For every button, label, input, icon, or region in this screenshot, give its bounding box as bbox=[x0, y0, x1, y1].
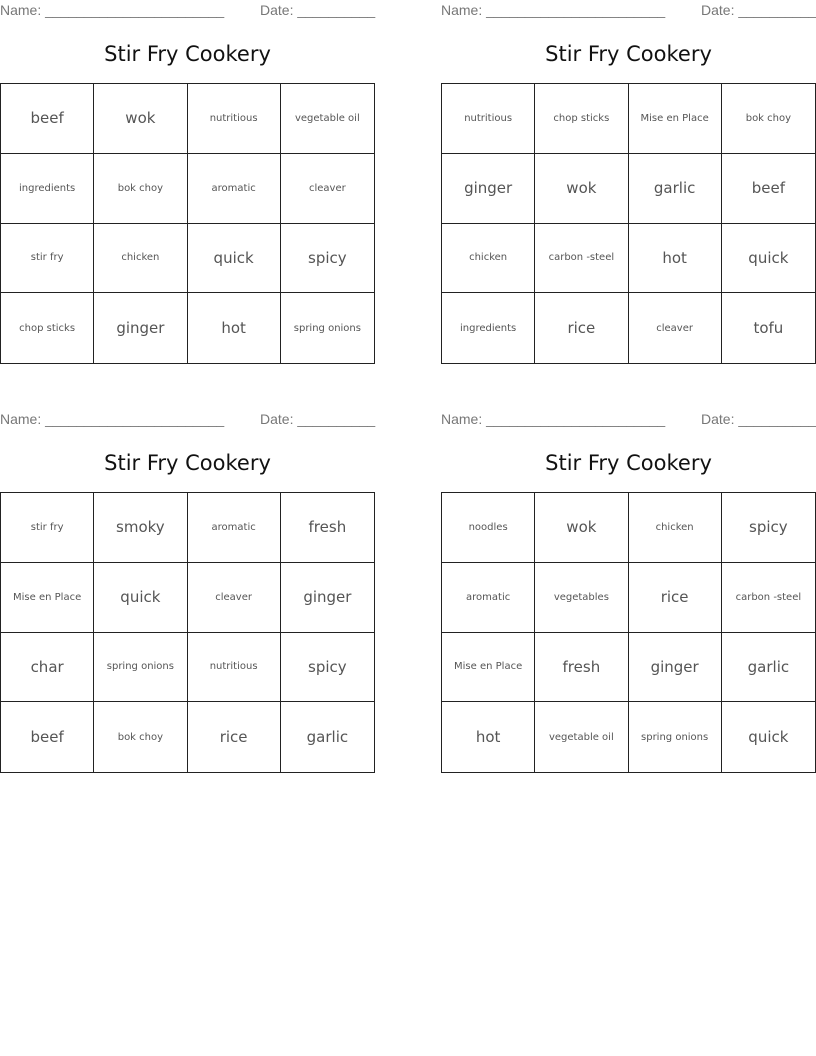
grid-cell: stir fry bbox=[1, 493, 94, 563]
grid-cell: chop sticks bbox=[535, 84, 628, 154]
grid-cell: wok bbox=[535, 154, 628, 224]
grid-cell: garlic bbox=[629, 154, 722, 224]
grid-cell: ginger bbox=[94, 293, 187, 363]
grid-cell: nutritious bbox=[188, 84, 281, 154]
grid-cell: wok bbox=[94, 84, 187, 154]
bingo-grid bbox=[0, 492, 375, 773]
grid-cell: bok choy bbox=[722, 84, 815, 154]
grid-cell: aromatic bbox=[442, 563, 535, 633]
grid-cell: rice bbox=[188, 702, 281, 772]
grid-cell: hot bbox=[629, 224, 722, 294]
grid-cell: spicy bbox=[722, 493, 815, 563]
bingo-grid bbox=[0, 83, 375, 364]
grid-cell: quick bbox=[722, 224, 815, 294]
grid-cell: char bbox=[1, 633, 94, 703]
bingo-card bbox=[441, 409, 816, 779]
grid-cell: rice bbox=[535, 293, 628, 363]
name-field: Name: _______________________ bbox=[441, 2, 666, 18]
grid-cell: cleaver bbox=[629, 293, 722, 363]
grid-cell: garlic bbox=[306, 728, 349, 747]
bingo-card bbox=[0, 409, 376, 779]
grid-cell: bok choy bbox=[94, 702, 187, 772]
grid-cell: cleaver bbox=[188, 563, 281, 633]
card-title: Stir Fry Cookery bbox=[104, 42, 271, 66]
grid-cell: vegetable oil bbox=[281, 84, 374, 154]
grid-cell: beef bbox=[722, 154, 815, 224]
bingo-grid bbox=[441, 83, 816, 364]
bingo-card bbox=[441, 0, 816, 370]
date-field: Date: __________ bbox=[260, 2, 376, 18]
grid-cell: carbon -steel bbox=[535, 224, 628, 294]
grid-cell: chicken bbox=[94, 224, 187, 294]
grid-cell: Mise en Place bbox=[629, 84, 722, 154]
date-field: Date: __________ bbox=[260, 411, 376, 427]
grid-cell: spring onions bbox=[293, 322, 361, 334]
grid-cell: tofu bbox=[753, 319, 784, 338]
card-fields bbox=[441, 0, 816, 22]
grid-cell: Mise en Place bbox=[1, 563, 94, 633]
grid-cell: spicy bbox=[281, 633, 374, 703]
grid-cell: vegetables bbox=[535, 563, 628, 633]
date-field: Date: __________ bbox=[701, 411, 816, 427]
grid-cell: Mise en Place bbox=[442, 633, 535, 703]
grid-cell: ginger bbox=[442, 154, 535, 224]
grid-cell: aromatic bbox=[188, 493, 281, 563]
grid-cell: noodles bbox=[442, 493, 535, 563]
grid-cell: spring onions bbox=[629, 702, 722, 772]
grid-cell: nutritious bbox=[188, 633, 281, 703]
grid-cell: spicy bbox=[281, 224, 374, 294]
grid-cell: quick bbox=[188, 224, 281, 294]
card-title: Stir Fry Cookery bbox=[545, 42, 712, 66]
grid-cell: hot bbox=[442, 702, 535, 772]
name-field: Name: _______________________ bbox=[441, 411, 666, 427]
grid-cell: hot bbox=[188, 293, 281, 363]
grid-cell: fresh bbox=[281, 493, 374, 563]
grid-cell: smoky bbox=[94, 493, 187, 563]
grid-cell: wok bbox=[535, 493, 628, 563]
grid-cell: ginger bbox=[629, 633, 722, 703]
grid-cell: beef bbox=[1, 84, 94, 154]
grid-cell: cleaver bbox=[281, 154, 374, 224]
grid-cell: vegetable oil bbox=[535, 702, 628, 772]
grid-cell: chop sticks bbox=[1, 293, 94, 363]
bingo-grid bbox=[441, 492, 816, 773]
grid-cell: ginger bbox=[281, 563, 374, 633]
grid-cell: nutritious bbox=[442, 84, 535, 154]
grid-cell: rice bbox=[629, 563, 722, 633]
grid-cell: spring onions bbox=[94, 633, 187, 703]
grid-cell: quick bbox=[94, 563, 187, 633]
card-title: Stir Fry Cookery bbox=[545, 451, 712, 475]
bingo-card bbox=[0, 0, 376, 370]
card-fields bbox=[0, 0, 376, 22]
grid-cell: chicken bbox=[629, 493, 722, 563]
grid-cell: fresh bbox=[535, 633, 628, 703]
date-field: Date: __________ bbox=[701, 2, 816, 18]
name-field: Name: _______________________ bbox=[0, 2, 225, 18]
grid-cell: ingredients bbox=[442, 293, 535, 363]
grid-cell: carbon -steel bbox=[722, 563, 815, 633]
grid-cell: aromatic bbox=[188, 154, 281, 224]
grid-cell: stir fry bbox=[1, 224, 94, 294]
name-field: Name: _______________________ bbox=[0, 411, 225, 427]
grid-cell: bok choy bbox=[94, 154, 187, 224]
card-fields bbox=[441, 409, 816, 431]
card-fields bbox=[0, 409, 376, 431]
card-title: Stir Fry Cookery bbox=[104, 451, 271, 475]
grid-cell: garlic bbox=[722, 633, 815, 703]
grid-cell: beef bbox=[1, 702, 94, 772]
grid-cell: quick bbox=[748, 728, 789, 747]
grid-cell: chicken bbox=[442, 224, 535, 294]
grid-cell: ingredients bbox=[1, 154, 94, 224]
